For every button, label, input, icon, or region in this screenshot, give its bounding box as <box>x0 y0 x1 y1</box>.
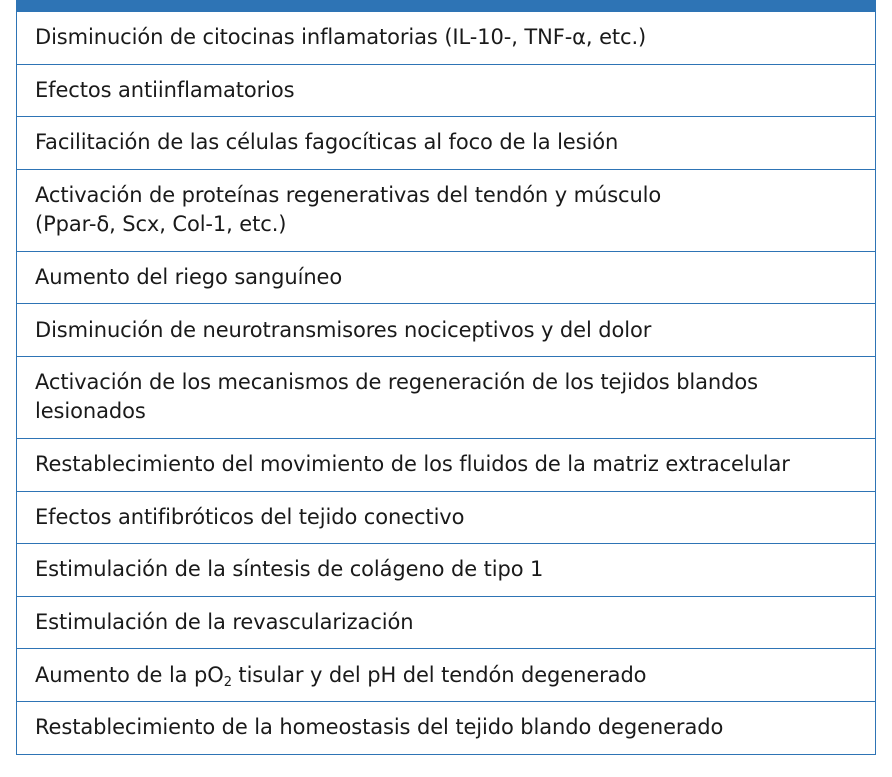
row-text: Restablecimiento del movimiento de los fluidos de la matriz extracelular <box>35 452 790 477</box>
row-text-block <box>35 181 661 239</box>
table-row <box>17 12 875 65</box>
row-text: Efectos antiinflamatorios <box>35 77 295 102</box>
effects-table <box>16 0 876 755</box>
row-text: Disminución de neurotransmisores nociceptivos y del dolor <box>35 317 652 342</box>
row-text-after: tisular y del pH del tendón degenerado <box>231 662 647 687</box>
row-text-line-2: (Ppar-δ, Scx, Col-1, etc.) <box>35 212 287 237</box>
row-text <box>35 661 646 690</box>
table-row <box>17 117 875 170</box>
row-text: Restablecimiento de la homeostasis del tejido blando degenerado <box>35 715 724 740</box>
table-header-bar <box>16 0 876 12</box>
table-body <box>16 12 876 755</box>
row-text: Efectos antifibróticos del tejido conectivo <box>35 504 465 529</box>
table-row <box>17 65 875 118</box>
subscript-2: 2 <box>223 674 232 690</box>
row-text: Estimulación de la síntesis de colágeno de tipo 1 <box>35 557 544 582</box>
table-row <box>17 304 875 357</box>
table-row <box>17 439 875 492</box>
row-text-before: Aumento de la pO <box>35 662 224 687</box>
table-row <box>17 649 875 702</box>
table-row <box>17 357 875 439</box>
row-text: Aumento del riego sanguíneo <box>35 265 343 290</box>
row-text: Disminución de citocinas inflamatorias (IL-10-, TNF-α, etc.) <box>35 25 647 50</box>
table-row <box>17 544 875 597</box>
table-row <box>17 170 875 252</box>
row-text-line-2: lesionados <box>35 399 146 424</box>
table-row <box>17 597 875 650</box>
table-row <box>17 702 875 755</box>
table-row <box>17 252 875 305</box>
row-text-line-1: Activación de los mecanismos de regeneración de los tejidos blandos <box>35 370 758 395</box>
row-text: Estimulación de la revascularización <box>35 610 414 635</box>
row-text-block <box>35 368 758 426</box>
row-text-line-1: Activación de proteínas regenerativas del tendón y músculo <box>35 183 662 208</box>
row-text: Facilitación de las células fagocíticas al foco de la lesión <box>35 130 619 155</box>
table-row <box>17 492 875 545</box>
